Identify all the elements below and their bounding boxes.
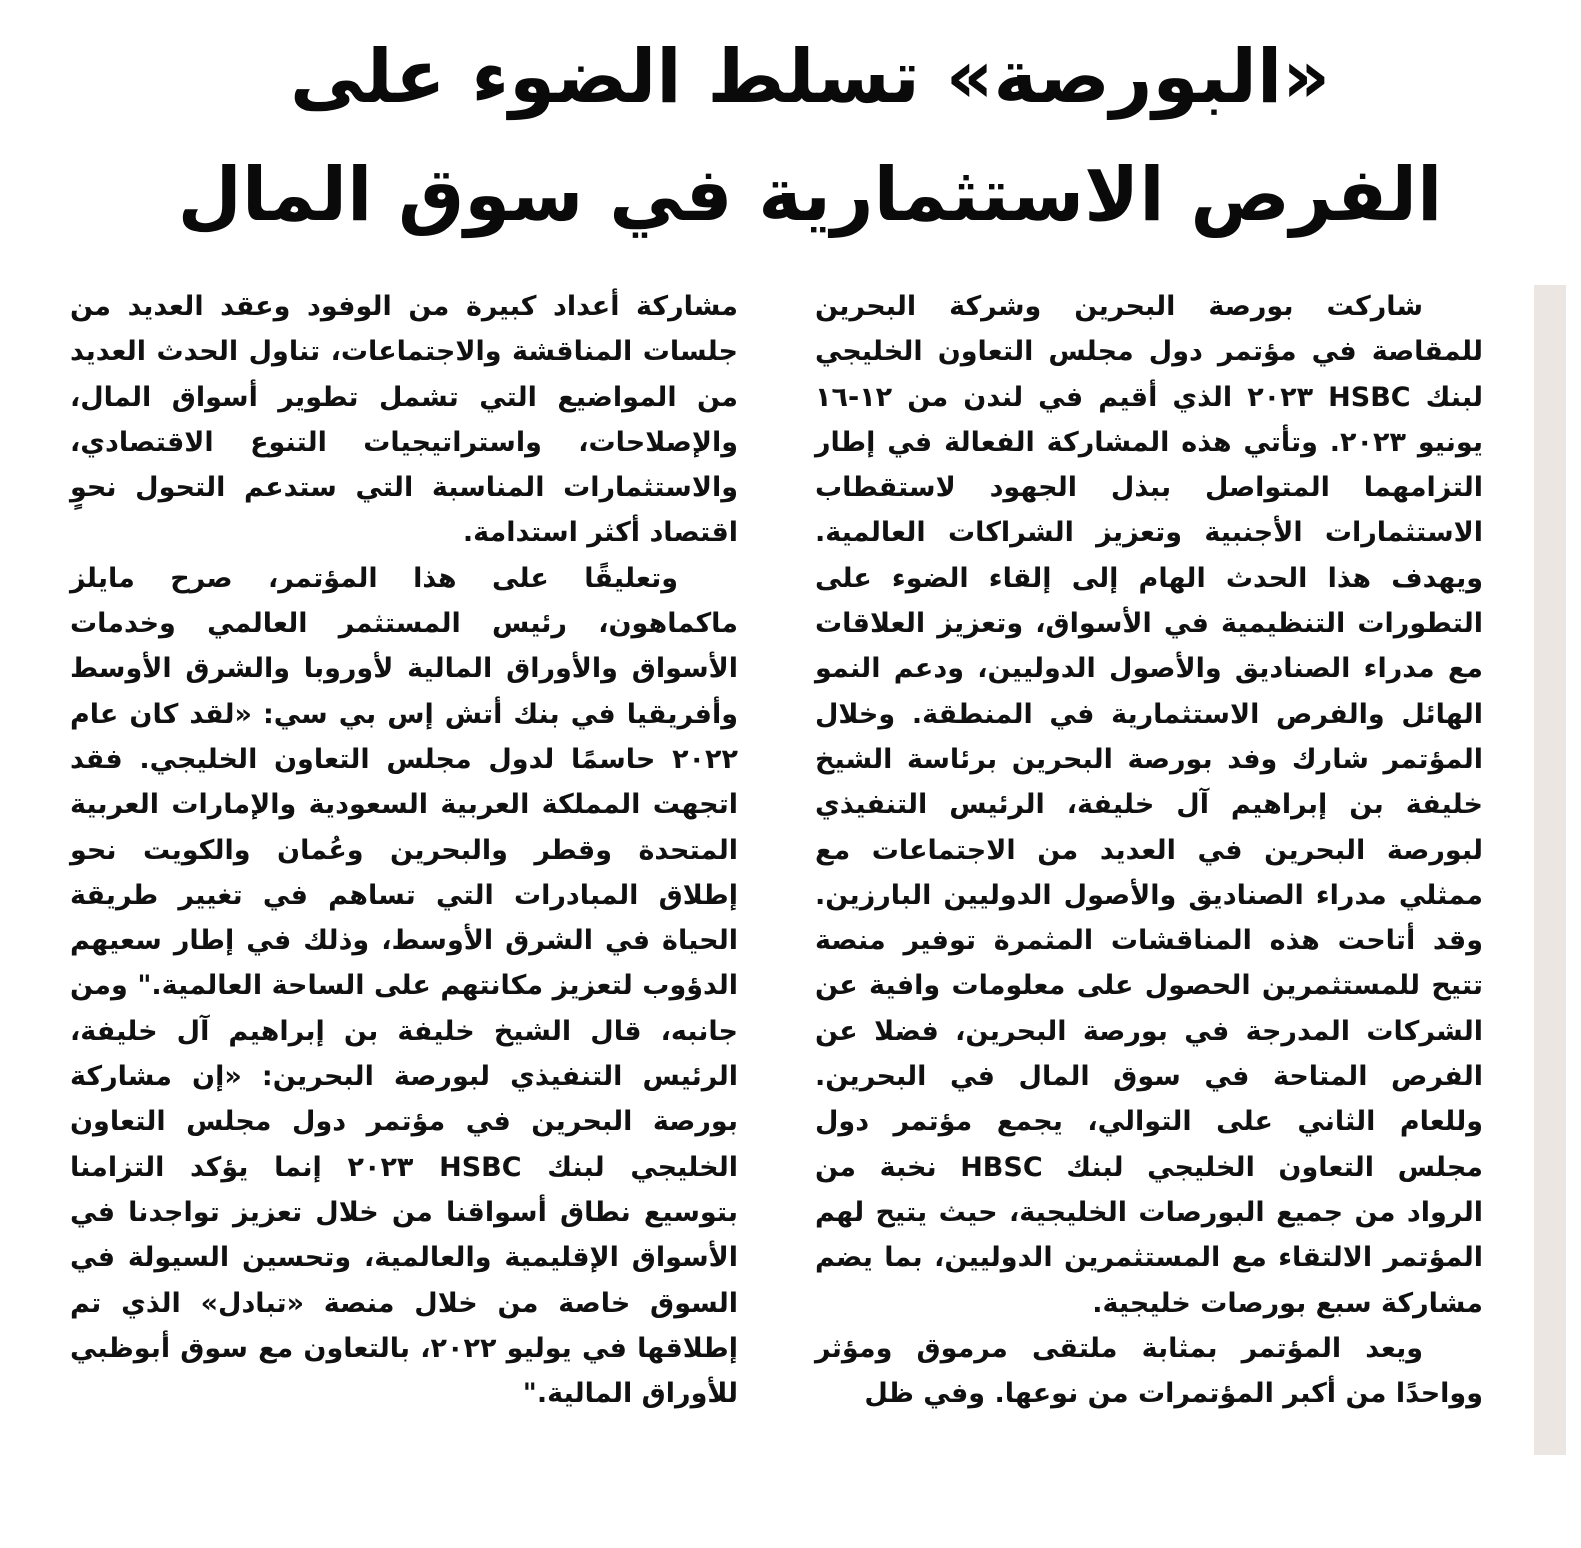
headline-line-1: «البورصة» تسلط الضوء على xyxy=(289,34,1331,120)
article-column-left xyxy=(70,284,738,1416)
paragraph: شاركت بورصة البحرين وشركة البحرين للمقاصة في مؤتمر دول مجلس التعاون الخليجي لبنك HSBC ٢٠٢٣ الذي أقيم في لندن من ١٢-١٦ يونيو ٢٠٢٣. وتأتي هذه المشاركة الفعالة في إطار التزامهما المتواصل ببذل الجهود لاستقطاب الاستثمارات الأجنبية وتعزيز الشراكات العالمية. ويهدف هذا الحدث الهام إلى إلقاء الضوء على التطورات التنظيمية في الأسواق، وتعزيز العلاقات مع مدراء الصناديق والأصول الدوليين، ودعم النمو الهائل والفرص الاستثمارية في المنطقة. وخلال المؤتمر شارك وفد بورصة البحرين برئاسة الشيخ خليفة بن إبراهيم آل خليفة، الرئيس التنفيذي لبورصة البحرين في العديد من الاجتماعات مع ممثلي مدراء الصناديق والأصول الدوليين البارزين. وقد أتاحت هذه المناقشات المثمرة توفير منصة تتيح للمستثمرين الحصول على معلومات وافية عن الشركات المدرجة في بورصة البحرين، فضلا عن الفرص المتاحة في سوق المال في البحرين. وللعام الثاني على التوالي، يجمع مؤتمر دول مجلس التعاون الخليجي لبنك HBSC نخبة من الرواد من جميع البورصات الخليجية، حيث يتيح لهم المؤتمر الالتقاء مع المستثمرين الدوليين، بما يضم مشاركة سبع بورصات خليجية. xyxy=(815,291,1483,1319)
paragraph: ويعد المؤتمر بمثابة ملتقى مرموق ومؤثر وواحدًا من أكبر المؤتمرات من نوعها. وفي ظل xyxy=(815,1332,1483,1410)
headline-line-2: الفرص الاستثمارية في سوق المال xyxy=(177,152,1443,238)
paragraph: وتعليقًا على هذا المؤتمر، صرح مايلز ماكماهون، رئيس المستثمر العالمي وخدمات الأسواق والأوراق المالية لأوروبا والشرق الأوسط وأفريقيا في بنك أتش إس بي سي: «لقد كان عام ٢٠٢٢ حاسمًا لدول مجلس التعاون الخليجي. فقد اتجهت المملكة العربية السعودية والإمارات العربية المتحدة وقطر والبحرين وعُمان والكويت نحو إطلاق المبادرات التي تساهم في تغيير طريقة الحياة في الشرق الأوسط، وذلك في إطار سعيهم الدؤوب لتعزيز مكانتهم على الساحة العالمية." ومن جانبه، قال الشيخ خليفة بن إبراهيم آل خليفة، الرئيس التنفيذي لبورصة البحرين: «إن مشاركة بورصة البحرين في مؤتمر دول مجلس التعاون الخليجي لبنك HSBC ٢٠٢٣ إنما يؤكد التزامنا بتوسيع نطاق أسواقنا من خلال تعزيز تواجدنا في الأسواق الإقليمية والعالمية، وتحسين السيولة في السوق خاصة من خلال منصة «تبادل» الذي تم إطلاقها في يوليو ٢٠٢٢، بالتعاون مع سوق أبوظبي للأوراق المالية." xyxy=(70,562,738,1410)
headline xyxy=(60,18,1560,254)
page-edge-strip xyxy=(1534,285,1566,1455)
article-column-right xyxy=(815,284,1483,1416)
paragraph: مشاركة أعداد كبيرة من الوفود وعقد العديد من جلسات المناقشة والاجتماعات، تناول الحدث العديد من المواضيع التي تشمل تطوير أسواق المال، والإصلاحات، واستراتيجيات التنوع الاقتصادي، والاستثمارات المناسبة التي ستدعم التحول نحوٍ اقتصاد أكثر استدامة. xyxy=(70,291,738,549)
